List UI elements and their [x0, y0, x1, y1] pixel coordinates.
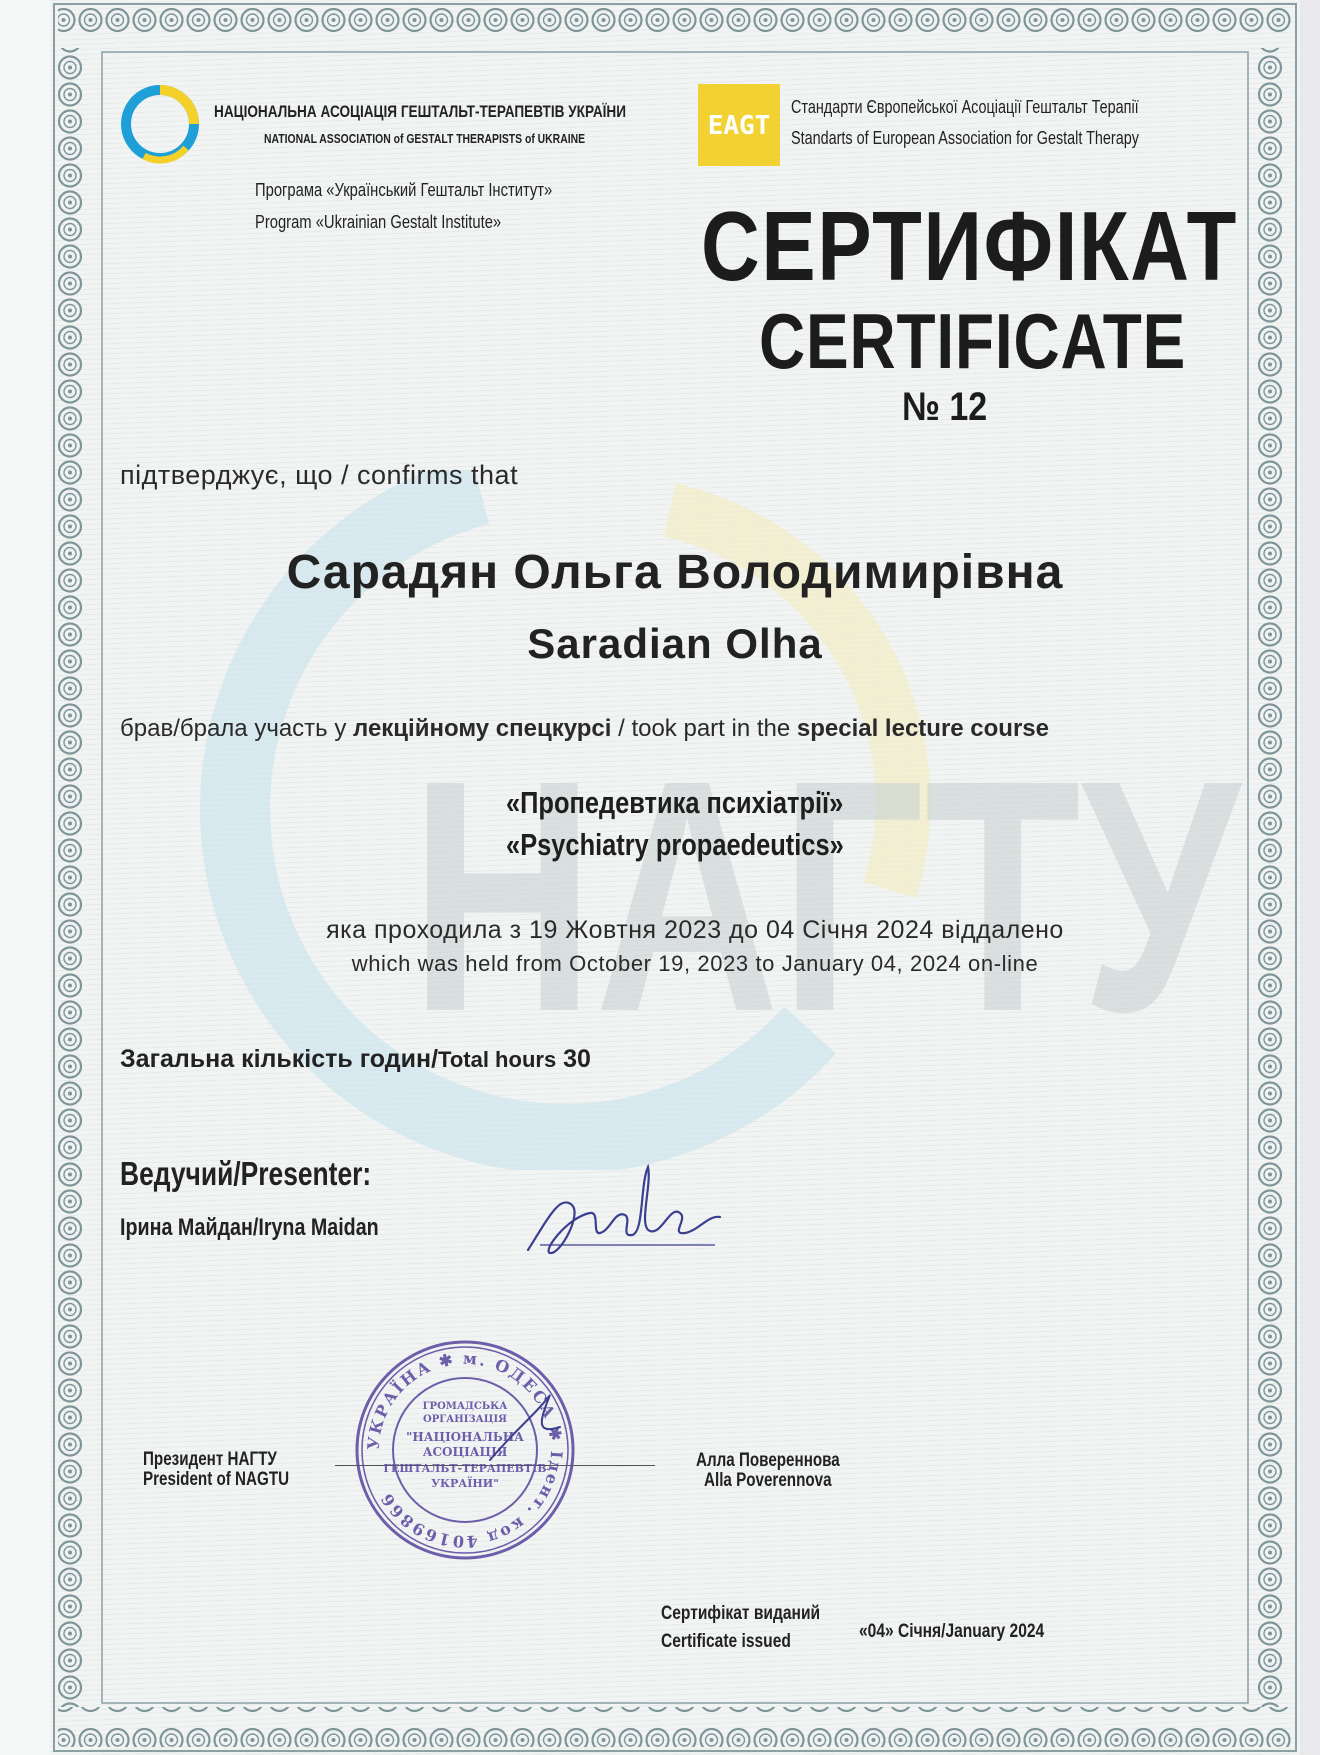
participation-course-type-en: special lecture course [796, 715, 1050, 742]
stamp-line-6: УКРАЇНИ" [431, 1477, 499, 1490]
certificate [50, 0, 1300, 1755]
presenter-name: Ірина Майдан/Iryna Maidan [120, 1214, 379, 1241]
president-label-ua: Президент НАГТУ [143, 1449, 277, 1470]
presenter-label: Ведучий/Presenter: [120, 1155, 372, 1192]
course-title-ua: «Пропедевтика психіатрії» [506, 785, 844, 820]
stamp-line-3: "НАЦІОНАЛЬНА [406, 1430, 524, 1444]
eagt-standards-ua: Стандарти Європейської Асоціації Гештальт Терапії [791, 97, 1139, 117]
nagtu-logo [114, 78, 206, 170]
issued-label-en: Certificate issued [661, 1631, 791, 1652]
issued-date: «04» Січня/January 2024 [859, 1621, 1045, 1642]
president-name-en: Alla Poverennova [704, 1470, 832, 1491]
course-dates-en: which was held from October 19, 2023 to January 04, 2024 on-line [351, 951, 1039, 976]
course-title-en: «Psychiatry propaedeutics» [506, 827, 844, 862]
stamp-ring-text: УКРАЇНА ✱ м. ОДЕСА ✱ Ідент. код 40169866 [363, 1348, 567, 1552]
eagt-logo-text: EAGT [707, 111, 771, 141]
course-dates-ua: яка проходила з 19 Жовтня 2023 до 04 Січня 2024 віддалено [326, 916, 1064, 944]
course-title-en-wrap [50, 827, 1300, 863]
association-name-ua: НАЦІОНАЛЬНА АСОЦІАЦІЯ ГЕШТАЛЬТ-ТЕРАПЕВТІВ УКРАЇНИ [214, 102, 627, 121]
issued-label-ua: Сертифікат виданий [661, 1603, 821, 1624]
watermark-text: НАГТУ [410, 711, 1245, 1080]
recipient-name-en: Saradian Olha [527, 620, 823, 667]
certificate-number: № 12 [902, 385, 988, 429]
stamp-line-5: ГЕШТАЛЬТ-ТЕРАПЕВТІВ [383, 1462, 547, 1475]
eagt-standards-en: Standarts of European Association for Gestalt Therapy [791, 128, 1139, 148]
organization-stamp [350, 1335, 580, 1565]
certificate-title-en: CERTIFICATE [759, 297, 1187, 385]
participation-line [120, 715, 1049, 743]
participation-text-2: / took part in the [611, 715, 797, 742]
stamp-line-2: ОРГАНІЗАЦІЯ [423, 1414, 507, 1425]
total-hours-value: 30 [563, 1045, 591, 1073]
total-hours-label-ua: Загальна кількість годин/ [120, 1045, 439, 1073]
program-name-en: Program «Ukrainian Gestalt Institute» [255, 212, 502, 232]
participation-text-1: брав/брала участь у [120, 715, 354, 742]
certificate-title-ua: СЕРТИФІКАТ [701, 191, 1238, 301]
presenter-signature [520, 1155, 740, 1270]
recipient-name-ua: Сарадян Ольга Володимирівна [286, 546, 1064, 599]
eagt-logo [698, 84, 780, 166]
total-hours [120, 1045, 591, 1074]
stamp-line-1: ГРОМАДСЬКА [422, 1401, 508, 1412]
confirms-text: підтверджує, що / confirms that [120, 460, 519, 490]
association-name-en: NATIONAL ASSOCIATION of GESTALT THERAPISTS of UKRAINE [264, 131, 586, 146]
total-hours-label-en: Total hours [438, 1047, 557, 1072]
program-name-ua: Програма «Український Гештальт Інститут» [255, 180, 553, 200]
stamp-line-4: АСОЦІАЦІЯ [422, 1445, 508, 1459]
president-name-ua: Алла Повереннова [696, 1450, 840, 1471]
outside-area [1300, 0, 1320, 1755]
participation-course-type-ua: лекційному спецкурсі [353, 715, 612, 742]
president-label-en: President of NAGTU [143, 1469, 290, 1490]
course-title-ua-wrap [50, 785, 1300, 821]
